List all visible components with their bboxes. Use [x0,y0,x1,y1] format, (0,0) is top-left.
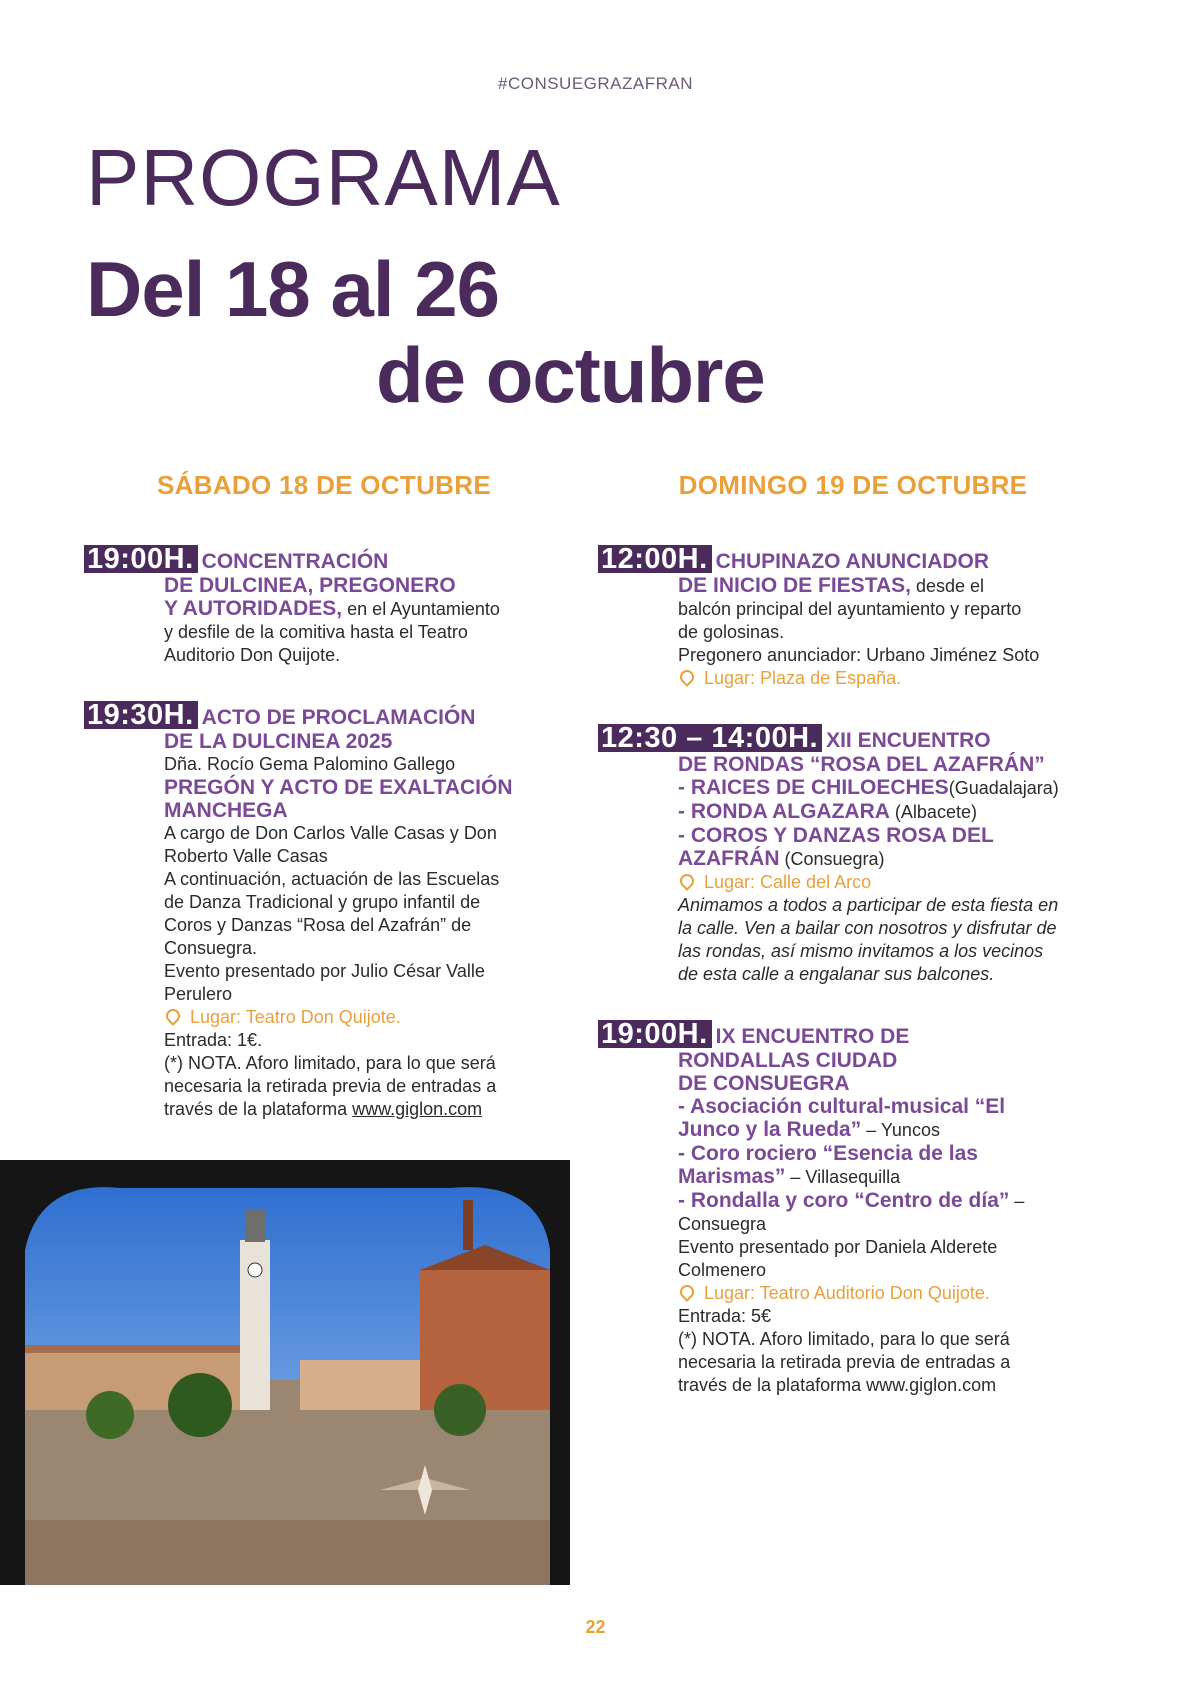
event-text: y desfile de la comitiva hasta el Teatro [164,622,468,642]
event-note: necesaria la retirada previa de entradas a [678,1352,1011,1372]
event-text: Colmenero [678,1260,767,1280]
event-text: Evento presentado por Julio César Valle [164,961,485,981]
town-square-photo [0,1160,570,1585]
event-text: de Danza Tradicional y grupo infantil de [164,892,481,912]
event-title-line: DE INICIO DE FIESTAS, [678,574,911,597]
event-text: A continuación, actuación de las Escuelas [164,869,500,889]
event-1200-sunday [598,545,1108,690]
dates-title-line2: de octubre [376,331,765,419]
event-text: Consuegra. [164,938,258,958]
group-name: Junco y la Rueda” [678,1118,862,1141]
place-text: Lugar: Teatro Auditorio Don Quijote. [704,1283,990,1303]
group-origin: – Yuncos [861,1120,940,1140]
ronda-origin: (Guadalajara) [948,778,1059,798]
giglon-link[interactable]: www.giglon.com [352,1099,483,1119]
event-entry: Entrada: 5€ [678,1306,772,1326]
place-text: Lugar: Plaza de España. [704,668,902,688]
location-pin-icon [677,667,697,687]
event-subtitle: PREGÓN Y ACTO DE EXALTACIÓN [164,776,513,799]
ronda-origin: (Consuegra) [779,849,885,869]
page-number: 22 [585,1617,606,1637]
event-title: CONCENTRACIÓN [201,550,389,573]
event-note: Animamos a todos a participar de esta fiesta en [678,895,1059,915]
event-title-line: RONDALLAS CIUDAD [678,1049,898,1072]
event-text: Roberto Valle Casas [164,846,328,866]
event-text: Auditorio Don Quijote. [164,645,341,665]
event-place [678,1283,990,1303]
event-text: Consuegra [678,1214,767,1234]
plaza-illustration [0,1160,570,1585]
page-title: PROGRAMA [86,133,561,222]
event-text: en el Ayuntamiento [342,599,500,619]
event-time: 19:00H. [84,545,198,573]
event-text: balcón principal del ayuntamiento y reparto [678,599,1022,619]
ronda-name: - RONDA ALGAZARA [678,800,890,823]
ronda-name: - COROS Y DANZAS ROSA DEL [678,824,994,847]
group-origin: – [1009,1191,1025,1211]
event-title: ACTO DE PROCLAMACIÓN [201,706,476,729]
location-pin-icon [677,871,697,891]
event-note: (*) NOTA. Aforo limitado, para lo que será [164,1053,496,1073]
hashtag: #CONSUEGRAZAFRAN [497,74,694,93]
event-text: Dña. Rocío Gema Palomino Gallego [164,754,456,774]
event-text: desde el [910,576,985,596]
location-pin-icon [677,1282,697,1302]
day-heading-saturday: SÁBADO 18 DE OCTUBRE [157,470,491,500]
event-text: de golosinas. [678,622,785,642]
column-sunday [598,470,1108,1431]
event-time: 12:30 – 14:00H. [598,724,822,752]
event-title: IX ENCUENTRO DE [715,1025,910,1048]
event-title-line: DE LA DULCINEA 2025 [164,730,393,753]
event-1930-saturday [84,701,564,1121]
event-1230-sunday [598,724,1108,986]
event-text: Perulero [164,984,233,1004]
event-1900-sunday [598,1020,1108,1397]
event-1900-saturday [84,545,564,667]
event-note: la calle. Ven a bailar con nosotros y disfrutar de [678,918,1057,938]
event-place [678,872,871,892]
event-title-line: Y AUTORIDADES, [164,597,343,620]
event-text: Coros y Danzas “Rosa del Azafrán” de [164,915,472,935]
group-origin: – Villasequilla [785,1167,901,1187]
event-note: las rondas, así mismo invitamos a los vecinos [678,941,1044,961]
event-note: través de la plataforma www.giglon.com [678,1375,997,1395]
ronda-origin: (Albacete) [889,802,977,822]
event-note: necesaria la retirada previa de entradas a [164,1076,497,1096]
ronda-name: AZAFRÁN [678,847,780,870]
event-subtitle: MANCHEGA [164,799,288,822]
event-entry: Entrada: 1€. [164,1030,263,1050]
event-text: Evento presentado por Daniela Alderete [678,1237,998,1257]
event-time: 19:30H. [84,701,198,729]
event-note: través de la plataforma [164,1099,353,1119]
event-note: (*) NOTA. Aforo limitado, para lo que será [678,1329,1010,1349]
event-note: de esta calle a engalanar sus balcones. [678,964,995,984]
event-title-line: DE CONSUEGRA [678,1072,850,1095]
place-text: Lugar: Calle del Arco [704,872,872,892]
event-title-line: DE DULCINEA, PREGONERO [164,574,456,597]
event-text: Pregonero anunciador: Urbano Jiménez Soto [678,645,1040,665]
event-title-line: DE RONDAS “ROSA DEL AZAFRÁN” [678,753,1045,776]
group-name: - Coro rociero “Esencia de las [678,1142,978,1165]
group-name: - Asociación cultural-musical “El [678,1095,1006,1118]
event-place [678,668,901,688]
event-time: 12:00H. [598,545,712,573]
event-time: 19:00H. [598,1020,712,1048]
event-place [164,1007,401,1027]
event-text: A cargo de Don Carlos Valle Casas y Don [164,823,497,843]
event-title: XII ENCUENTRO [826,729,991,752]
place-text: Lugar: Teatro Don Quijote. [190,1007,401,1027]
group-name: - Rondalla y coro “Centro de día” [678,1189,1010,1212]
column-saturday [84,470,564,1155]
group-name: Marismas” [678,1165,786,1188]
ronda-name: - RAICES DE CHILOECHES [678,776,949,799]
event-title: CHUPINAZO ANUNCIADOR [715,550,990,573]
day-heading-sunday: DOMINGO 19 DE OCTUBRE [678,470,1028,500]
location-pin-icon [163,1006,183,1026]
dates-title-line1: Del 18 al 26 [86,245,499,333]
